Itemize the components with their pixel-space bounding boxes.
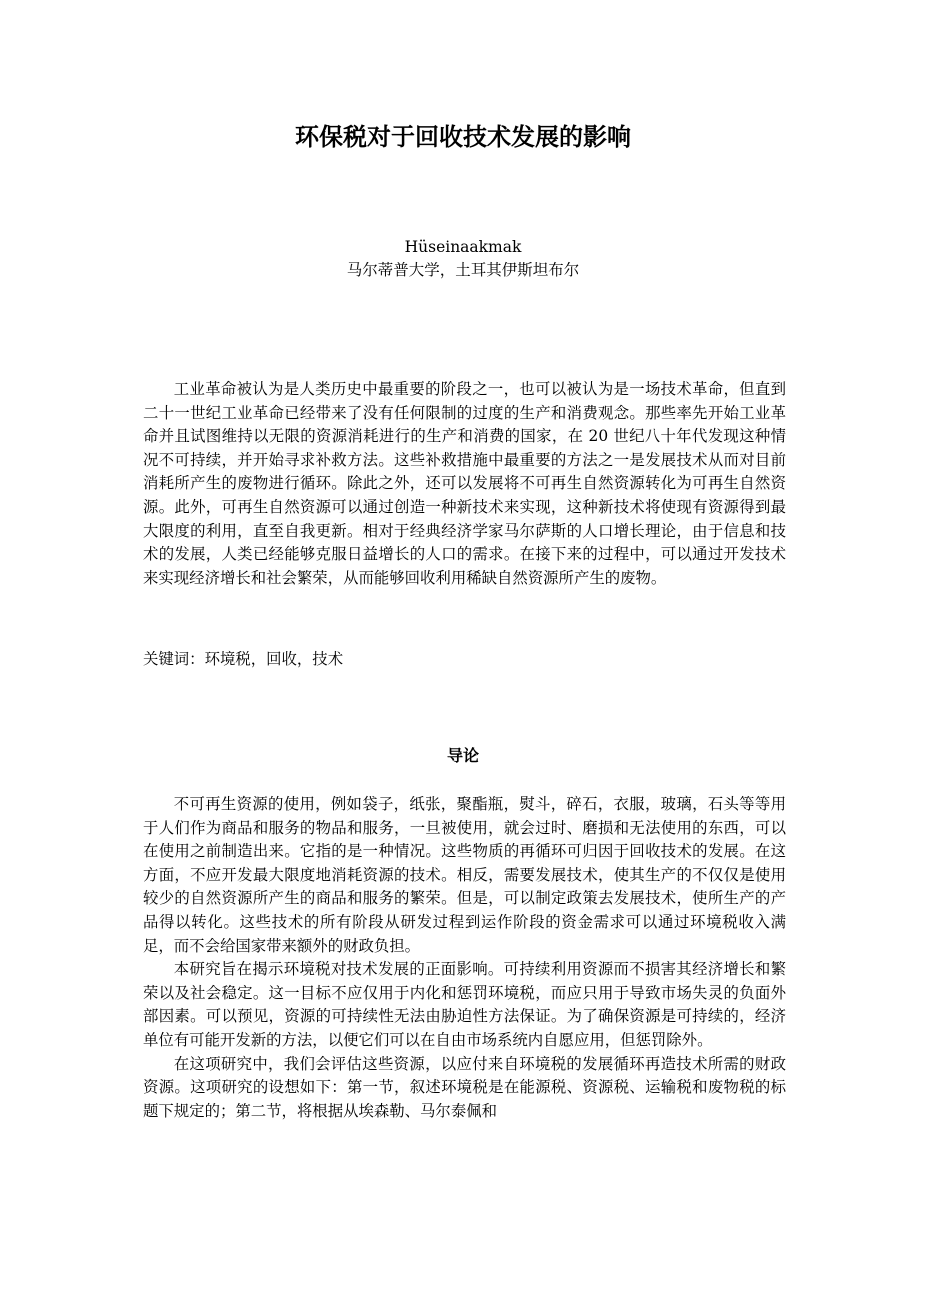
abstract (143, 378, 786, 590)
keywords: 关键词：环境税，回收，技术 (143, 650, 344, 668)
author-block (0, 236, 926, 282)
author-affiliation: 马尔蒂普大学，土耳其伊斯坦布尔 (346, 261, 580, 279)
introduction-paragraph: 不可再生资源的使用，例如袋子，纸张，聚酯瓶，熨斗，碎石，衣服，玻璃，石头等等用于人们作为商品和服务的物品和服务，一旦被使用，就会过时、磨损和无法使用的东西，可以在使用之前制造出来。它指的是一种情况。这些物质的再循环可归因于回收技术的发展。在这方面，不应开发最大限度地消耗资源的技术。相反，需要发展技术，使其生产的不仅仅是使用较少的自然资源所产生的商品和服务的繁荣。但是，可以制定政策去发展技术，使所生产的产品得以转化。这些技术的所有阶段从研发过程到运作阶段的资金需求可以通过环境税收入满足，而不会给国家带来额外的财政负担。 (143, 795, 786, 955)
section-heading-introduction: 导论 (446, 746, 479, 765)
abstract-paragraph: 工业革命被认为是人类历史中最重要的阶段之一，也可以被认为是一场技术革命，但直到二十一世纪工业革命已经带来了没有任何限制的过度的生产和消费观念。那些率先开始工业革命并且试图维持以无限的资源消耗进行的生产和消费的国家，在 20 世纪八十年代发现这种情况不可持续，并开始寻求补救方法。这些补救措施中最重要的方法之一是发展技术从而对目前消耗所产生的废物进行循环。除此之外，还可以发展将不可再生自然资源转化为可再生自然资源。此外，可再生自然资源可以通过创造一种新技术来实现，这种新技术将使现有资源得到最大限度的利用，直至自我更新。相对于经典经济学家马尔萨斯的人口增长理论，由于信息和技术的发展，人类已经能够克服日益增长的人口的需求。在接下来的过程中，可以通过开发技术来实现经济增长和社会繁荣，从而能够回收利用稀缺自然资源所产生的废物。 (143, 380, 786, 587)
introduction-body (143, 793, 786, 1123)
introduction-paragraph: 本研究旨在揭示环境税对技术发展的正面影响。可持续利用资源而不损害其经济增长和繁荣以及社会稳定。这一目标不应仅用于内化和惩罚环境税，而应只用于导致市场失灵的负面外部因素。可以预见，资源的可持续性无法由胁迫性方法保证。为了确保资源是可持续的，经济单位有可能开发新的方法，以便它们可以在自由市场系统内自愿应用，但惩罚除外。 (143, 960, 786, 1049)
introduction-paragraph: 在这项研究中，我们会评估这些资源，以应付来自环境税的发展循环再造技术所需的财政资源。这项研究的设想如下：第一节，叙述环境税是在能源税、资源税、运输税和废物税的标题下规定的；第二节，将根据从埃森勒、马尔泰佩和 (143, 1054, 786, 1120)
author-name: Hüseinaakmak (404, 238, 522, 256)
paper-title: 环保税对于回收技术发展的影响 (295, 123, 631, 151)
